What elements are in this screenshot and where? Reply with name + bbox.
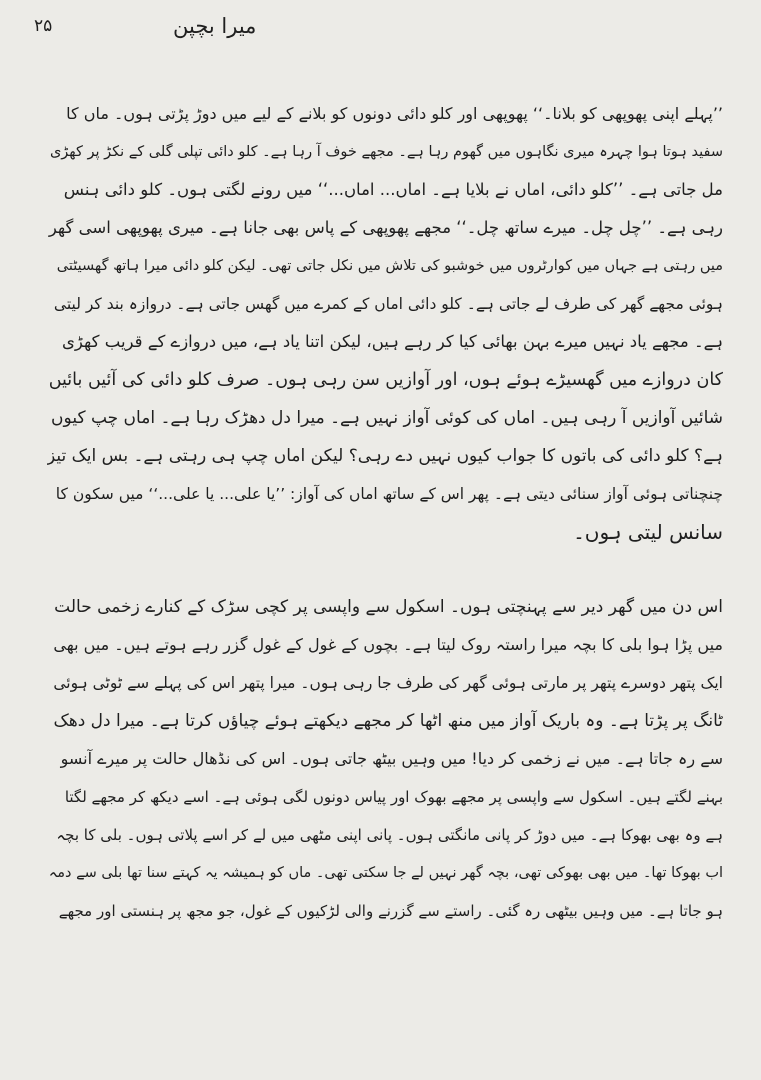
text-line: سے رہ جاتا ہے۔ میں نے زخمی کر دیا! میں وہیں بیٹھ جاتی ہوں۔ اس کی نڈھال حالت پر میرے آنسو [60,749,723,768]
text-line: چنچناتی ہوئی آواز سنائی دیتی ہے۔ پھر اس کے ساتھ اماں کی آواز: ’’یا علی... یا علی...‘‘ میں سکون کا [55,485,723,503]
text-line: ہے۔ مجھے یاد نہیں میرے بہن بھائی کیا کر رہے ہیں، لیکن اتنا یاد ہے، میں دروازے کے قریب کھڑی [62,332,723,351]
text-line: شائیں آوازیں آ رہی ہیں۔ اماں کی کوئی آواز نہیں ہے۔ میرا دل دھڑک رہا ہے۔ اماں چپ کیوں [51,408,723,428]
body-text [47,95,723,930]
text-line: میں پڑا ہوا بلی کا بچہ میرا راستہ روک لیتا ہے۔ بچوں کے غول کے غول گزر رہے ہوتے ہیں۔ میں بھی [53,635,723,654]
text-line: مل جاتی ہے۔ ’’کلو دائی، اماں نے بلایا ہے۔ اماں... اماں...‘‘ میں رونے لگتی ہوں۔ کلو دائی ہنس [63,180,723,199]
paragraph-1 [47,95,723,551]
paragraph-spacer [47,551,723,588]
running-head: میرا بچپن [173,14,257,38]
page-number: ۲۵ [34,16,53,36]
text-line: ایک پتھر دوسرے پتھر پر مارتی ہوئی گھر کی طرف جا رہی ہوں۔ میرا پتھر اس کی پہلے سے ٹوٹی ہوئی [53,674,723,692]
text-line: بہنے لگتے ہیں۔ اسکول سے واپسی پر مجھے بھوک اور پیاس دونوں لگی ہوئی ہے۔ اسے دیکھ کر مجھے لگتا [64,788,723,806]
page-header [34,14,761,50]
text-line: ٹانگ پر پڑتا ہے۔ وہ باریک آواز میں منھ اٹھا کر مجھے دیکھتے ہوئے چیاؤں کرتا ہے۔ میرا دل دھک [53,711,723,731]
text-line: اس دن میں گھر دیر سے پہنچتی ہوں۔ اسکول سے واپسی پر کچی سڑک کے کنارے زخمی حالت [54,597,723,617]
text-line: کان دروازے میں گھسیڑے ہوئے ہوں، اور آوازیں سن رہی ہوں۔ صرف کلو دائی کی آئیں بائیں [48,370,723,390]
text-line: ہوئی مجھے گھر کی طرف لے جاتی ہے۔ کلو دائی اماں کے کمرے میں گھس جاتی ہے۔ دروازہ بند کر لیتی [53,295,723,313]
text-line: میں رہتی ہے جہاں میں کوارٹروں میں خوشبو کی تلاش میں نکل جاتی تھی۔ لیکن کلو دائی میرا ہاتھ گھسیٹتی [56,258,723,274]
text-line: ہو جاتا ہے۔ میں وہیں بیٹھی رہ گئی۔ راستے سے گزرنے والی لڑکیوں کے غول، جو مجھ پر ہنستی اور مجھے [58,902,723,920]
text-line: رہی ہے۔ ’’چل چل۔ میرے ساتھ چل۔‘‘ مجھے پھوپھی کے پاس بھی جانا ہے۔ میری پھوپھی اسی گھر [48,218,723,237]
text-line: ہے؟ کلو دائی کی باتوں کا جواب کیوں نہیں دے رہی؟ لیکن اماں چپ ہی رہتی ہے۔ بس ایک تیز [47,446,723,466]
paragraph-2 [47,588,723,930]
text-line: ہے وہ بھی بھوکا ہے۔ میں دوڑ کر پانی مانگتی ہوں۔ پانی اپنی مٹھی میں لے کر اسے پلاتی ہوں۔ بلی کا بچہ [56,826,723,844]
text-line: اب بھوکا تھا۔ میں بھی بھوکی تھی، بچہ گھر نہیں لے جا سکتی تھی۔ ماں کو ہمیشہ یہ کہتے سنا تھا بلی سے دمہ [48,865,723,881]
text-line: ’’پہلے اپنی پھوپھی کو بلانا۔‘‘ پھوپھی اور کلو دائی دونوں کو بلانے کے لیے میں دوڑ پڑتی ہوں۔ ماں کا [66,104,723,123]
text-line: سانس لیتی ہوں۔ [573,520,723,544]
text-line: سفید ہوتا ہوا چہرہ میری نگاہوں میں گھوم رہا ہے۔ مجھے خوف آ رہا ہے۔ کلو دائی تپلی گلی کے نکڑ پر کھڑی [49,144,723,160]
